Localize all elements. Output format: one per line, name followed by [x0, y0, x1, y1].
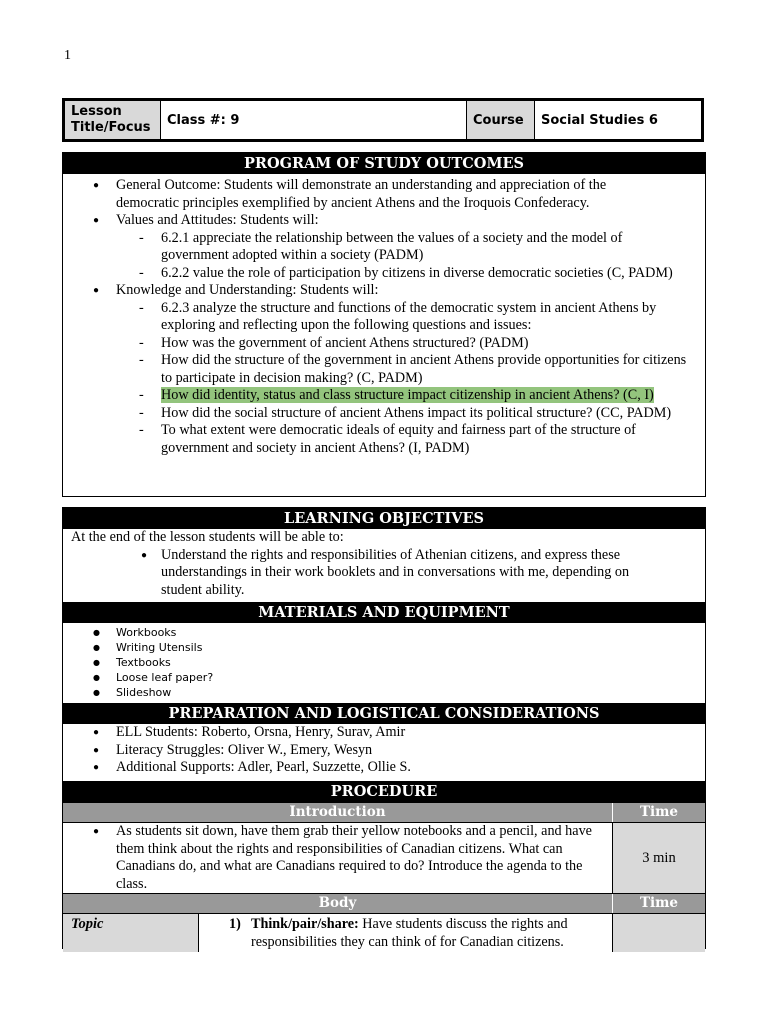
step-content [229, 916, 592, 951]
knowledge-item: - How was the government of ancient Athens structured? (PADM) [63, 335, 705, 353]
introduction-text: ● As students sit down, have them grab their yellow notebooks and a pencil, and have them think about the rights and responsibilities of Canadian citizens. What can Canadians do, and what are Canadians required to do? Introduce the agenda to the class. [63, 823, 612, 893]
materials-heading: MATERIALS AND EQUIPMENT [63, 602, 705, 623]
highlighted-text: How did identity, status and class structure impact citizenship in ancient Athens? (C, I) [161, 387, 654, 403]
knowledge-heading-text: Knowledge and Understanding: Students will: [116, 282, 379, 298]
introduction-time-label: Time [612, 803, 705, 822]
body-time-label: Time [612, 894, 705, 913]
lesson-header-table [62, 98, 704, 142]
objectives-intro: At the end of the lesson students will be able to: [71, 529, 344, 545]
course-value: Social Studies 6 [541, 112, 658, 128]
step-text: Have students discuss the rights and responsibilities they can think of for Canadian citizens. [251, 916, 568, 950]
introduction-row [63, 822, 705, 893]
page-number: 1 [64, 48, 71, 63]
lesson-plan-section [62, 507, 706, 949]
outcomes-heading: PROGRAM OF STUDY OUTCOMES [63, 153, 705, 174]
introduction-label: Introduction [289, 804, 386, 820]
outcomes-section [62, 152, 706, 497]
knowledge-item-highlighted [63, 387, 705, 405]
body-step-row [63, 913, 705, 952]
preparation-item: ● ELL Students: Roberto, Orsna, Henry, Surav, Amir [63, 724, 705, 742]
values-item: - 6.2.1 appreciate the relationship between the values of a society and the model of government adopted within a society (PADM) [63, 230, 705, 265]
lesson-title-label: Lesson Title/Focus [65, 101, 161, 139]
course-label: Course [467, 101, 535, 139]
topic-label: Topic [63, 914, 199, 952]
procedure-heading: PROCEDURE [63, 781, 705, 802]
knowledge-item: - 6.2.3 analyze the structure and functions of the democratic system in ancient Athens by exploring and reflecting upon the following questions and issues: [63, 300, 705, 335]
knowledge-item: - How did the structure of the government in ancient Athens provide opportunities for citizens to participate in decision making? (C, PADM) [63, 352, 705, 387]
step-time-cell [612, 914, 705, 952]
introduction-time: 3 min [612, 823, 705, 893]
values-item: - 6.2.2 value the role of participation by citizens in diverse democratic societies (C, PADM) [63, 265, 705, 283]
class-number: Class #: 9 [161, 101, 467, 139]
material-item: ● Writing Utensils [63, 640, 705, 655]
body-label: Body [318, 895, 357, 911]
material-item: ● Textbooks [63, 655, 705, 670]
preparation-heading: PREPARATION AND LOGISTICAL CONSIDERATIONS [63, 703, 705, 724]
knowledge-heading [63, 282, 705, 457]
knowledge-item: - How did the social structure of ancient Athens impact its political structure? (CC, PADM) [63, 405, 705, 423]
values-heading [63, 212, 705, 282]
material-item: ● Slideshow [63, 685, 705, 700]
general-outcome: ● General Outcome: Students will demonstrate an understanding and appreciation of the democratic principles exemplified by ancient Athens and the Iroquois Confederacy. [63, 177, 705, 212]
step-title: Think/pair/share: [251, 916, 359, 932]
preparation-item: ● Literacy Struggles: Oliver W., Emery, Wesyn [63, 742, 705, 760]
objective-item: ● Understand the rights and responsibilities of Athenian citizens, and express these understandings in their work booklets and in conversations with me, depending on student ability. [63, 547, 705, 600]
values-heading-text: Values and Attitudes: Students will: [116, 212, 319, 228]
knowledge-item: - To what extent were democratic ideals of equity and fairness part of the structure of government and society in ancient Athens? (I, PADM) [63, 422, 705, 457]
body-header-row [63, 893, 705, 913]
step-cell [199, 914, 612, 952]
material-item: ● Loose leaf paper? [63, 670, 705, 685]
introduction-header-row [63, 802, 705, 822]
step-number: 1) [229, 916, 241, 932]
preparation-item: ● Additional Supports: Adler, Pearl, Suzzette, Ollie S. [63, 759, 705, 777]
material-item: ● Workbooks [63, 625, 705, 640]
objectives-heading: LEARNING OBJECTIVES [63, 508, 705, 529]
